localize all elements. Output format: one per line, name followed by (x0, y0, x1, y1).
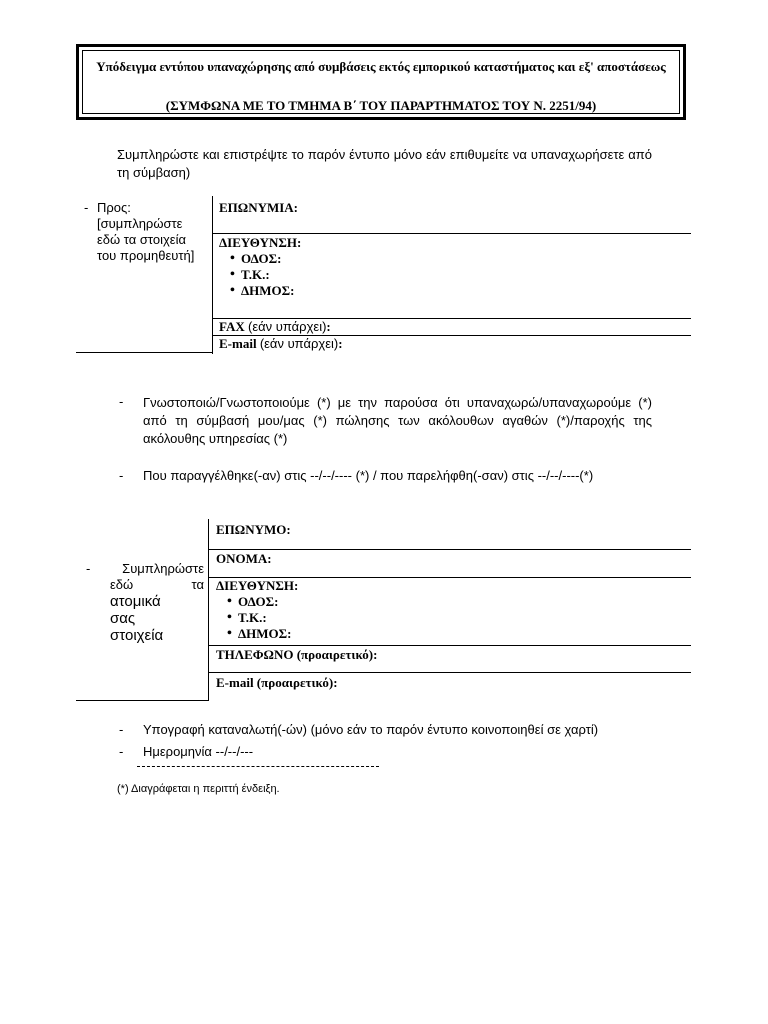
consumer-table-vertical-line (208, 519, 209, 701)
consumer-instr-line-1: Συμπληρώστε (122, 561, 204, 576)
supplier-instr-line-4: του προμηθευτή] (97, 248, 195, 263)
supplier-instructions (97, 200, 212, 264)
consumer-row-divider-3 (209, 645, 691, 646)
footnote: (*) Διαγράφεται η περιττή ένδειξη. (117, 783, 280, 795)
supplier-address-list (219, 251, 519, 299)
consumer-street-label: • ΟΔΟΣ: (216, 594, 516, 610)
supplier-fax-field (219, 319, 331, 335)
consumer-instructions (110, 561, 204, 644)
supplier-fax-note: (εάν υπάρχει) (248, 319, 327, 334)
supplier-address-label: ΔΙΕΥΘΥΝΣΗ: (219, 235, 302, 250)
supplier-instr-line-2: [συμπληρώστε (97, 216, 183, 231)
consumer-postcode-label: • Τ.Κ.: (216, 610, 516, 626)
notify-dash: - (119, 394, 124, 409)
order-dash: - (119, 468, 124, 483)
document-title: Υπόδειγμα εντύπου υπαναχώρησης από συμβάσεις εκτός εμπορικού καταστήματος και εξ' αποστάσεως (96, 59, 666, 74)
supplier-instr-line-3: εδώ τα στοιχεία (97, 232, 186, 247)
document-subtitle: (ΣΥΜΦΩΝΑ ΜΕ ΤΟ ΤΜΗΜΑ Β΄ ΤΟΥ ΠΑΡΑΡΤΗΜΑΤΟΣ ΤΟΥ Ν. 2251/94) (165, 98, 597, 113)
signature-line: Υπογραφή καταναλωτή(-ών) (μόνο εάν το παρόν έντυπο κοινοποιηθεί σε χαρτί) (143, 722, 599, 737)
date-line: Ημερομηνία --/--/--- (143, 744, 254, 759)
supplier-email-field (219, 336, 343, 352)
consumer-instr-line-3: ατομικά (110, 593, 161, 610)
consumer-row-divider-4 (209, 672, 691, 673)
signature-dash: - (119, 722, 124, 737)
supplier-postcode-label: • Τ.Κ.: (219, 267, 519, 283)
supplier-email-colon: : (338, 336, 343, 351)
consumer-surname-label: ΕΠΩΝΥΜΟ: (216, 522, 291, 537)
consumer-municipality-label: • ΔΗΜΟΣ: (216, 626, 516, 642)
consumer-bottom-line (76, 700, 209, 701)
date-dash: - (119, 744, 124, 759)
supplier-name-label: ΕΠΩΝΥΜΙΑ: (219, 200, 299, 215)
consumer-dash: - (86, 561, 91, 576)
consumer-instr-line-5: στοιχεία (110, 627, 164, 644)
supplier-dash: - (84, 200, 89, 215)
consumer-address-label: ΔΙΕΥΘΥΝΣΗ: (216, 578, 299, 593)
supplier-email-label: E-mail (219, 336, 257, 351)
consumer-phone-label: ΤΗΛΕΦΩΝΟ (προαιρετικό): (216, 647, 378, 662)
consumer-address-list (216, 594, 516, 642)
supplier-email-note: (εάν υπάρχει) (259, 336, 339, 351)
consumer-instr-word-the: τα (191, 577, 204, 592)
consumer-address-block (216, 578, 516, 642)
consumer-instr-line-4: σας (110, 610, 136, 627)
consumer-email-label: E-mail (προαιρετικό): (216, 675, 338, 690)
consumer-row-divider-1 (209, 549, 691, 550)
supplier-instr-line-1: Προς: (97, 200, 131, 215)
supplier-fax-label: FAX (219, 319, 245, 334)
consumer-instr-word-here: εδώ (110, 577, 134, 592)
supplier-street-label: • ΟΔΟΣ: (219, 251, 519, 267)
consumer-name-label: ΟΝΟΜΑ: (216, 551, 272, 566)
supplier-table-vertical-line (212, 196, 213, 354)
footnote-separator (137, 766, 379, 767)
supplier-bottom-line (76, 352, 213, 353)
notify-statement: Γνωστοποιώ/Γνωστοποιούμε (*) με την παρούσα ότι υπαναχωρώ/υπαναχωρούμε (*) από τη σύμβασή μου/μας (*) πώλησης των ακόλουθων αγαθών (*)/παροχής της ακόλουθης υπηρεσίας (*) (143, 395, 652, 446)
supplier-address-block (219, 235, 519, 299)
consumer-instr-line-2 (110, 577, 204, 593)
order-date-statement: Που παραγγέλθηκε(-αν) στις --/--/---- (*) / που παρελήφθη(-σαν) στις --/--/----(*) (143, 468, 594, 483)
supplier-municipality-label: • ΔΗΜΟΣ: (219, 283, 519, 299)
intro-paragraph: Συμπληρώστε και επιστρέψτε το παρόν έντυπο μόνο εάν επιθυμείτε να υπαναχωρήσετε από τη σύμβαση) (117, 147, 652, 180)
title-inner-frame (82, 50, 680, 114)
supplier-fax-colon: : (326, 319, 331, 334)
title-box (76, 44, 686, 120)
supplier-row-divider-1 (213, 233, 691, 234)
